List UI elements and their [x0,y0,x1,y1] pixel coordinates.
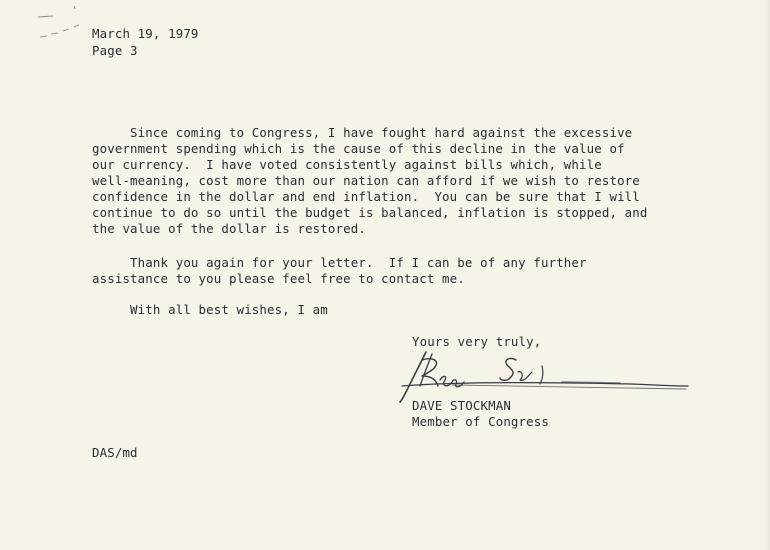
paragraph-1-line: the value of the dollar is restored. [92,221,366,236]
reference-initials: DAS/md [92,445,138,460]
paragraph-1-line: our currency. I have voted consistently against bills which, while [92,157,602,172]
body-paragraph-2 [92,255,692,287]
paragraph-1-line: government spending which is the cause of this decline in the value of [92,141,625,156]
handwritten-signature [392,346,692,406]
paragraph-1-line: continue to do so until the budget is balanced, inflation is stopped, and [92,205,648,220]
letter-date: March 19, 1979 [92,26,199,41]
paragraph-1-line: Since coming to Congress, I have fought hard against the excessive [92,125,633,140]
body-paragraph-3: With all best wishes, I am [92,302,328,317]
complimentary-closing: Yours very truly, [412,334,542,349]
page-number: Page 3 [92,43,138,58]
paragraph-2-line: assistance to you please feel free to contact me. [92,271,465,286]
signer-title: Member of Congress [412,414,549,429]
paragraph-1-line: well-meaning, cost more than our nation can afford if we wish to restore [92,173,640,188]
paragraph-1-line: confidence in the dollar and end inflation. You can be sure that I will [92,189,640,204]
paragraph-2-line: Thank you again for your letter. If I can be of any further [92,255,587,270]
signer-name: DAVE STOCKMAN [412,398,511,413]
body-paragraph-1 [92,125,692,237]
